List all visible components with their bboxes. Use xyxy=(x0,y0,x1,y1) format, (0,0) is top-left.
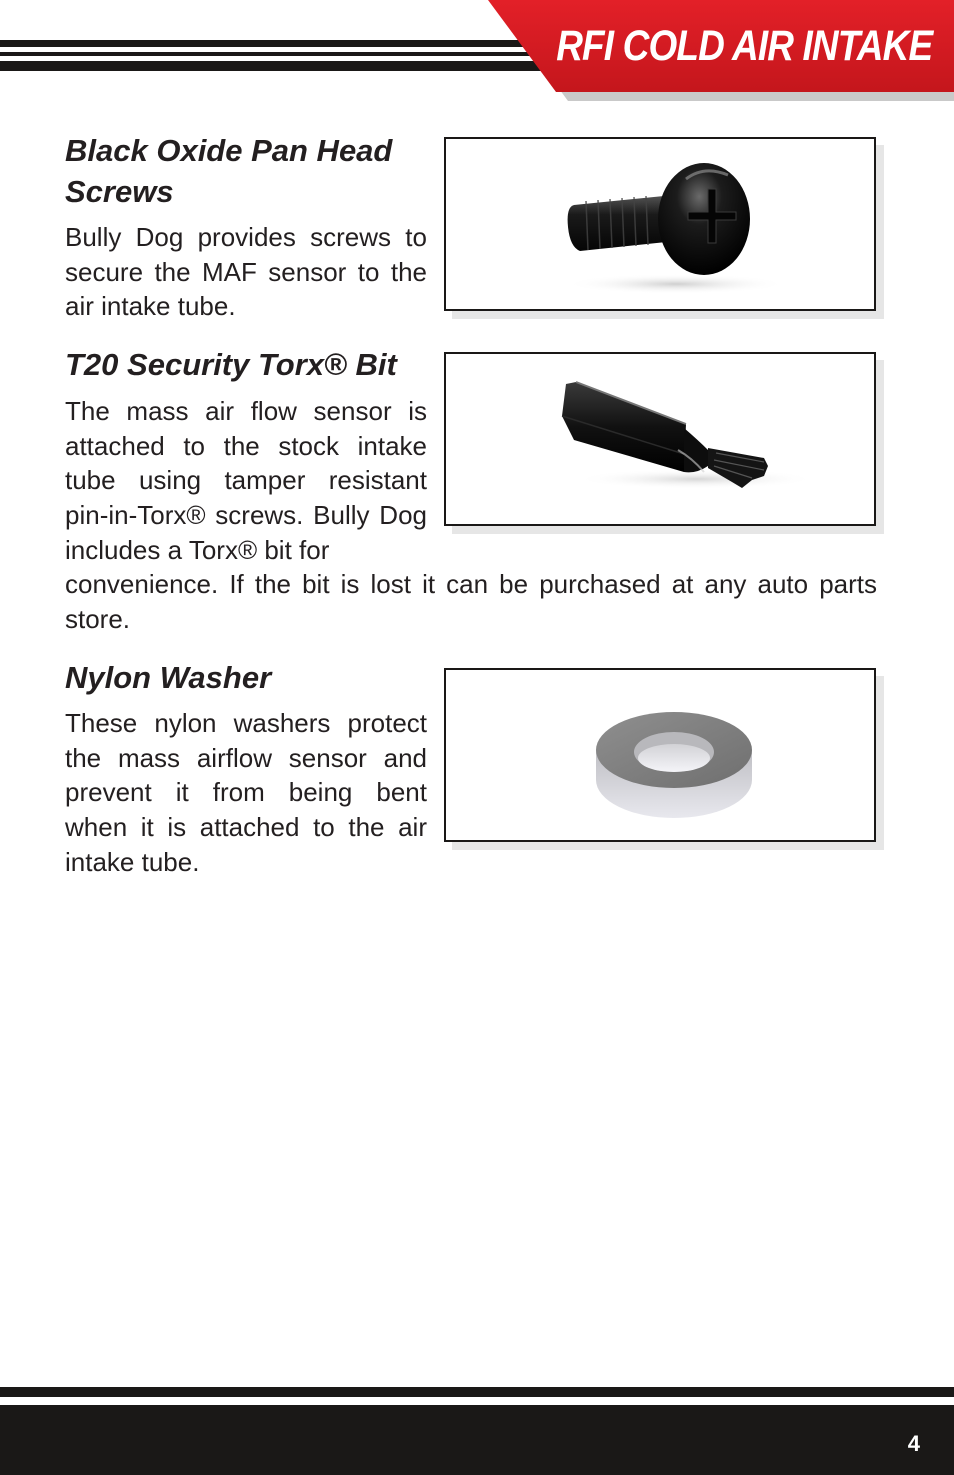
section-body-torx-bit-b: convenience. If the bit is lost it can be purchased at any auto parts store. xyxy=(65,569,877,634)
footer-bar xyxy=(0,1405,954,1475)
nylon-washer-icon xyxy=(446,670,874,840)
torx-bit-image-frame xyxy=(444,352,876,526)
page-number: 4 xyxy=(907,1431,920,1456)
torx-bit-icon xyxy=(446,354,874,524)
pan-head-screw-icon xyxy=(446,139,874,309)
header-rule xyxy=(0,40,560,47)
section-title-washer: Nylon Washer xyxy=(65,660,272,695)
header-rule xyxy=(0,61,560,71)
section-body-washer: These nylon washers protect the mass airflow sensor and prevent it from being bent when it is attached to the air intake tube. xyxy=(65,708,427,877)
section-body-torx-bit-full xyxy=(0,0,1,1)
section-title-torx-bit: T20 Security Torx® Bit xyxy=(65,347,397,382)
section-body-torx-bit-a: The mass air flow sensor is attached to the stock intake tube using tamper resistant pin-in-Torx® screws. Bully Dog includes a Torx® bit for xyxy=(65,396,427,565)
section-body-screws: Bully Dog provides screws to secure the MAF sensor to the air intake tube. xyxy=(65,222,427,322)
washer-image-frame xyxy=(444,668,876,842)
page-header-title: RFI COLD AIR INTAKE xyxy=(555,22,932,70)
header-rule xyxy=(0,52,560,56)
screw-image-frame xyxy=(444,137,876,311)
section-title-screws: Black Oxide Pan Head Screws xyxy=(65,133,393,209)
footer-rule xyxy=(0,1387,954,1397)
